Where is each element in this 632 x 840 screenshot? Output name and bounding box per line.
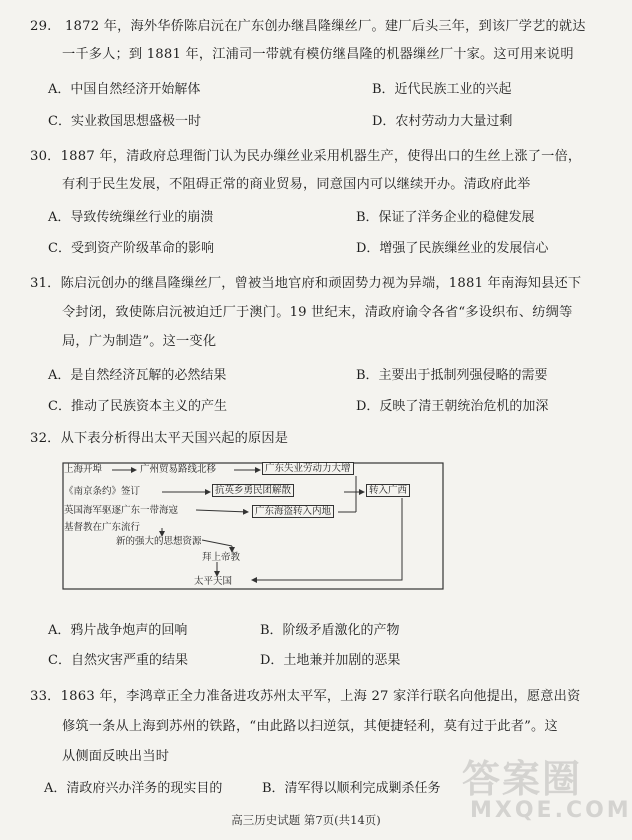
q30-option-b: B．保证了洋务企业的稳健发展 — [356, 210, 535, 225]
q30-line-1: 30．1887 年，清政府总理衙门认为民办缫丝业采用机器生产，使得出口的生丝上涨了一倍， — [30, 149, 582, 164]
q31-line-1: 31．陈启沅创办的继昌隆缫丝厂，曾被当地官府和顽固势力视为异端，1881 年南海知县还下 — [30, 276, 582, 291]
q29-option-c: C．实业救国思想盛极一时 — [48, 114, 201, 129]
q33-line-3: 从侧面反映出当时 — [62, 749, 170, 764]
q29-line-1: 29. 1872 年，海外华侨陈启沅在广东创办继昌隆缫丝厂。建厂后头三年，到该厂学艺的就达 — [30, 19, 586, 34]
q32-option-b: B．阶级矛盾激化的产物 — [260, 623, 400, 638]
diagram-node-shanghai-opening: 上海开埠 — [64, 464, 103, 475]
q29-line-2: 一千多人；到 1881 年，江浦司一带就有模仿继昌隆的机器缫丝厂十家。这可用来说明 — [62, 47, 574, 62]
q29-option-a: A．中国自然经济开始解体 — [48, 82, 201, 97]
diagram-node-militia-disbanded: 抗英乡勇民团解散 — [212, 484, 294, 497]
q31-option-c: C．推动了民族资本主义的产生 — [48, 399, 227, 414]
diagram-node-enter-guangxi: 转入广西 — [366, 484, 410, 497]
diagram-node-unemployment: 广东失业劳动力大增 — [262, 462, 354, 475]
watermark-text-en: MXQE.COM — [470, 798, 632, 823]
q33-line-1: 33．1863 年，李鸿章正全力准备进攻苏州太平军，上海 27 家洋行联名向他提出，愿意出资 — [30, 689, 581, 704]
q33-line-2: 修筑一条从上海到苏州的铁路，“由此路以扫逆氛，其便捷轻利，莫有过于此者”。这 — [62, 719, 558, 734]
page-footer: 高三历史试题 第7页(共14页) — [231, 813, 381, 827]
q32-line-1: 32．从下表分析得出太平天国兴起的原因是 — [30, 431, 289, 446]
diagram-node-taiping: 太平天国 — [194, 576, 233, 587]
q30-line-2: 有利于民生发展，不阻碍正常的商业贸易，同意国内可以继续开办。清政府此举 — [62, 177, 531, 192]
diagram-node-christianity: 基督教在广东流行 — [64, 522, 141, 533]
q31-option-a: A．是自然经济瓦解的必然结果 — [48, 368, 227, 383]
causes-flow-diagram — [62, 462, 444, 590]
q32-option-c: C．自然灾害严重的结果 — [48, 653, 188, 668]
diagram-node-pirates-inland: 广东海盗转入内地 — [252, 505, 334, 518]
diagram-node-nanjing-treaty: 《南京条约》签订 — [64, 486, 141, 497]
diagram-node-god-worship-society: 拜上帝教 — [202, 552, 241, 563]
q31-option-d: D．反映了清王朝统治危机的加深 — [356, 399, 549, 414]
q30-option-d: D．增强了民族缫丝业的发展信心 — [356, 241, 549, 256]
q31-line-3: 局，广为制造”。这一变化 — [62, 334, 217, 349]
q32-option-d: D．土地兼并加剧的恶果 — [260, 653, 401, 668]
q31-option-b: B．主要出于抵制列强侵略的需要 — [356, 368, 548, 383]
diagram-node-guangzhou-trade-shift: 广州贸易路线北移 — [140, 464, 217, 475]
q32-option-a: A．鸦片战争炮声的回响 — [48, 623, 188, 638]
q29-option-b: B．近代民族工业的兴起 — [372, 82, 512, 97]
q33-option-b: B．清军得以顺利完成剿杀任务 — [262, 781, 441, 796]
q33-option-a: A．清政府兴办洋务的现实目的 — [44, 781, 223, 796]
q30-option-c: C．受到资产阶级革命的影响 — [48, 241, 214, 256]
watermark-text-cn: 答案圈 — [462, 757, 583, 801]
q30-option-a: A．导致传统缫丝行业的崩溃 — [48, 210, 214, 225]
q31-line-2: 令封闭，致使陈启沅被迫迁厂于澳门。19 世纪末，清政府谕令各省“多设织布、纺绸等 — [62, 305, 573, 320]
q29-option-d: D．农村劳动力大量过剩 — [372, 114, 513, 129]
diagram-node-new-ideology: 新的强大的思想资源 — [116, 536, 202, 547]
diagram-node-british-navy: 英国海军驱逐广东一带海寇 — [64, 505, 179, 516]
